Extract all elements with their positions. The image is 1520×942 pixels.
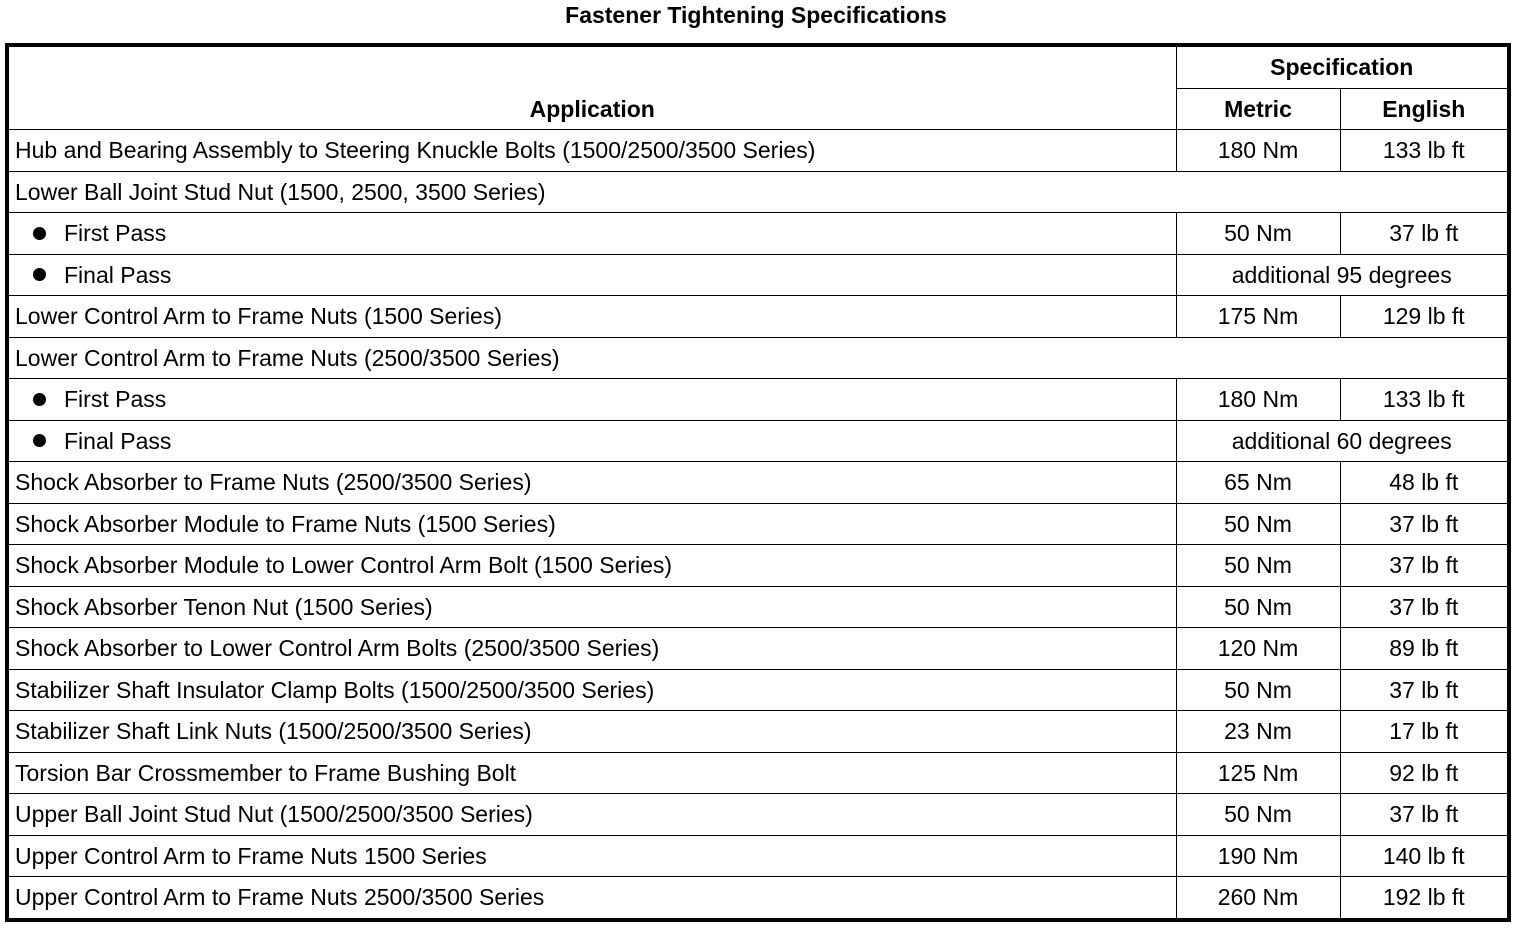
english-cell: 140 lb ft	[1340, 835, 1509, 877]
application-cell: Shock Absorber to Lower Control Arm Bolts (2500/3500 Series)	[7, 628, 1176, 670]
english-cell: 129 lb ft	[1340, 296, 1509, 338]
bullet-icon	[33, 227, 46, 240]
english-cell: 37 lb ft	[1340, 669, 1509, 711]
page-title: Fastener Tightening Specifications	[565, 2, 947, 28]
header-metric: Metric	[1176, 88, 1340, 130]
header-english: English	[1340, 88, 1509, 130]
application-cell: Stabilizer Shaft Link Nuts (1500/2500/3500 Series)	[7, 711, 1176, 753]
metric-cell: 50 Nm	[1176, 794, 1340, 836]
table-body	[7, 130, 1509, 920]
application-cell	[7, 213, 1176, 255]
table-row	[7, 296, 1509, 338]
application-label: First Pass	[64, 386, 167, 413]
english-cell: 92 lb ft	[1340, 752, 1509, 794]
application-cell: Upper Control Arm to Frame Nuts 2500/3500 Series	[7, 877, 1176, 920]
english-cell: 17 lb ft	[1340, 711, 1509, 753]
application-cell	[7, 420, 1176, 462]
application-cell: Hub and Bearing Assembly to Steering Knuckle Bolts (1500/2500/3500 Series)	[7, 130, 1176, 172]
application-label: Final Pass	[64, 261, 172, 288]
metric-cell: 50 Nm	[1176, 669, 1340, 711]
metric-cell: 180 Nm	[1176, 379, 1340, 421]
application-cell: Shock Absorber Module to Lower Control Arm Bolt (1500 Series)	[7, 545, 1176, 587]
metric-cell: 50 Nm	[1176, 586, 1340, 628]
metric-cell: 260 Nm	[1176, 877, 1340, 920]
english-cell: 89 lb ft	[1340, 628, 1509, 670]
metric-cell: 50 Nm	[1176, 545, 1340, 587]
application-label: Final Pass	[64, 427, 172, 454]
table-row	[7, 337, 1509, 379]
metric-cell: 125 Nm	[1176, 752, 1340, 794]
application-cell: Lower Control Arm to Frame Nuts (2500/3500 Series)	[7, 337, 1509, 379]
application-cell	[7, 379, 1176, 421]
english-cell: 37 lb ft	[1340, 586, 1509, 628]
table-row	[7, 379, 1509, 421]
application-cell: Shock Absorber Tenon Nut (1500 Series)	[7, 586, 1176, 628]
english-cell: 192 lb ft	[1340, 877, 1509, 920]
table-row	[7, 711, 1509, 753]
application-cell: Upper Ball Joint Stud Nut (1500/2500/3500 Series)	[7, 794, 1176, 836]
spec-span-cell: additional 95 degrees	[1176, 254, 1509, 296]
english-cell: 48 lb ft	[1340, 462, 1509, 504]
table-row	[7, 794, 1509, 836]
table-header	[7, 45, 1509, 130]
application-cell: Torsion Bar Crossmember to Frame Bushing Bolt	[7, 752, 1176, 794]
table-row	[7, 130, 1509, 172]
table-row	[7, 213, 1509, 255]
application-cell: Lower Ball Joint Stud Nut (1500, 2500, 3500 Series)	[7, 171, 1509, 213]
table-row	[7, 462, 1509, 504]
application-cell: Shock Absorber to Frame Nuts (2500/3500 Series)	[7, 462, 1176, 504]
table-row	[7, 545, 1509, 587]
table-row	[7, 503, 1509, 545]
bullet-icon	[33, 434, 46, 447]
table-row	[7, 628, 1509, 670]
table-row	[7, 669, 1509, 711]
header-application: Application	[7, 45, 1176, 130]
application-cell: Upper Control Arm to Frame Nuts 1500 Series	[7, 835, 1176, 877]
english-cell: 37 lb ft	[1340, 545, 1509, 587]
spec-span-cell: additional 60 degrees	[1176, 420, 1509, 462]
english-cell: 37 lb ft	[1340, 503, 1509, 545]
metric-cell: 50 Nm	[1176, 213, 1340, 255]
metric-cell: 190 Nm	[1176, 835, 1340, 877]
metric-cell: 65 Nm	[1176, 462, 1340, 504]
english-cell: 133 lb ft	[1340, 379, 1509, 421]
metric-cell: 50 Nm	[1176, 503, 1340, 545]
table-row	[7, 752, 1509, 794]
metric-cell: 120 Nm	[1176, 628, 1340, 670]
fastener-spec-table	[5, 43, 1511, 922]
metric-cell: 175 Nm	[1176, 296, 1340, 338]
english-cell: 37 lb ft	[1340, 794, 1509, 836]
table-row	[7, 171, 1509, 213]
application-cell: Shock Absorber Module to Frame Nuts (1500 Series)	[7, 503, 1176, 545]
application-cell: Lower Control Arm to Frame Nuts (1500 Series)	[7, 296, 1176, 338]
english-cell: 133 lb ft	[1340, 130, 1509, 172]
header-row-top	[7, 45, 1509, 88]
application-cell: Stabilizer Shaft Insulator Clamp Bolts (1500/2500/3500 Series)	[7, 669, 1176, 711]
application-label: First Pass	[64, 220, 167, 247]
table-row	[7, 586, 1509, 628]
table-row	[7, 254, 1509, 296]
table-row	[7, 835, 1509, 877]
application-cell	[7, 254, 1176, 296]
bullet-icon	[33, 268, 46, 281]
bullet-icon	[33, 393, 46, 406]
table-row	[7, 877, 1509, 920]
table-row	[7, 420, 1509, 462]
metric-cell: 23 Nm	[1176, 711, 1340, 753]
metric-cell: 180 Nm	[1176, 130, 1340, 172]
english-cell: 37 lb ft	[1340, 213, 1509, 255]
header-specification: Specification	[1176, 45, 1509, 88]
